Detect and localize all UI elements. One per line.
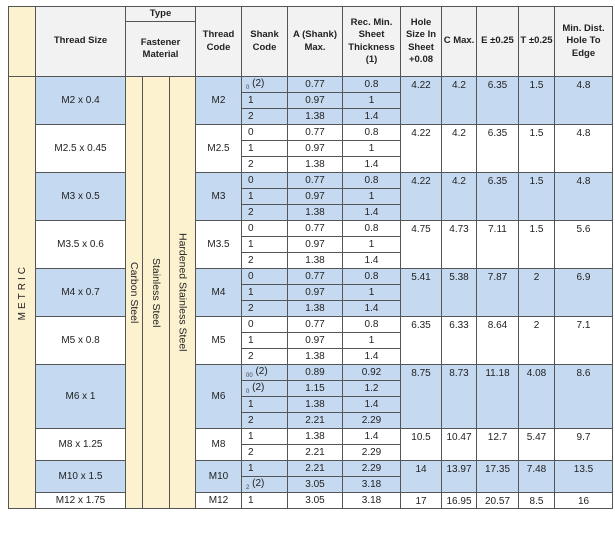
shank-code-cell [242, 157, 288, 173]
a-shank-cell: 1.38 [288, 157, 343, 173]
hole-cell: 14 [401, 461, 442, 493]
a-shank-cell: 2.21 [288, 413, 343, 429]
thread-size-cell: M10 x 1.5 [36, 461, 126, 493]
sheet-thickness-cell: 1 [343, 237, 401, 253]
sheet-thickness-cell: 1.4 [343, 157, 401, 173]
hole-cell: 10.5 [401, 429, 442, 461]
a-shank-cell: 0.97 [288, 93, 343, 109]
sheet-thickness-cell: 0.8 [343, 317, 401, 333]
sheet-thickness-cell: 1.4 [343, 253, 401, 269]
fastener-spec-table [8, 6, 613, 509]
shank-code-value: 1 [248, 399, 254, 410]
shank-code-value: 2 [248, 351, 254, 362]
t-cell: 5.47 [519, 429, 555, 461]
e-header: E ±0.25 [477, 7, 519, 77]
thread-size-cell: M6 x 1 [36, 365, 126, 429]
shank-code-value: 0 [248, 175, 254, 186]
shank-code-value: 2 [246, 485, 250, 491]
shank-code-value: 2 [248, 415, 254, 426]
shank-code-value: 2 [248, 447, 254, 458]
shank-code-value: 1 [248, 495, 254, 506]
thread-code-cell: M8 [196, 429, 242, 461]
sheet-thickness-cell: 1 [343, 333, 401, 349]
a-shank-cell: 1.38 [288, 301, 343, 317]
hardened-stainless-steel-label: Hardened Stainless Steel [176, 233, 189, 352]
thread-size-cell: M8 x 1.25 [36, 429, 126, 461]
a-shank-cell: 0.77 [288, 221, 343, 237]
min-dist-header: Min. Dist. Hole To Edge [555, 7, 613, 77]
c-cell: 4.2 [442, 77, 477, 125]
shank-code-cell [242, 253, 288, 269]
e-cell: 6.35 [477, 173, 519, 221]
shank-code-cell [242, 173, 288, 189]
sheet-thickness-cell: 1.4 [343, 429, 401, 445]
shank-code-value: 0 [248, 127, 254, 138]
sheet-thickness-cell: 2.29 [343, 461, 401, 477]
a-shank-cell: 1.38 [288, 109, 343, 125]
a-shank-cell: 1.38 [288, 429, 343, 445]
sheet-thickness-cell: 1 [343, 141, 401, 157]
shank-code-value: 1 [248, 335, 254, 346]
sheet-thickness-cell: 0.8 [343, 77, 401, 93]
shank-code-value: 1 [248, 95, 254, 106]
shank-code-value: 0 [246, 389, 250, 395]
a-shank-cell: 0.89 [288, 365, 343, 381]
shank-code-cell [242, 301, 288, 317]
dist-cell: 13.5 [555, 461, 613, 493]
hole-cell: 5.41 [401, 269, 442, 317]
hole-cell: 8.75 [401, 365, 442, 429]
e-cell: 17.35 [477, 461, 519, 493]
shank-code-value: 2 [248, 303, 254, 314]
e-cell: 6.35 [477, 77, 519, 125]
thread-size-cell: M2.5 x 0.45 [36, 125, 126, 173]
t-cell: 1.5 [519, 77, 555, 125]
sheet-thickness-cell: 1.4 [343, 109, 401, 125]
thread-code-cell: M3 [196, 173, 242, 221]
a-shank-cell: 0.77 [288, 77, 343, 93]
metric-side-label [9, 77, 36, 509]
c-max-header: C Max. [442, 7, 477, 77]
e-cell: 20.57 [477, 493, 519, 509]
shank-code-cell [242, 93, 288, 109]
shank-code-value: 1 [248, 287, 254, 298]
dist-cell: 4.8 [555, 77, 613, 125]
shank-code-value: 1 [248, 143, 254, 154]
dist-cell: 6.9 [555, 269, 613, 317]
shank-code-cell [242, 237, 288, 253]
shank-code-value: 1 [248, 239, 254, 250]
shank-code-cell [242, 285, 288, 301]
e-cell: 7.87 [477, 269, 519, 317]
shank-code-cell [242, 381, 288, 397]
dist-cell: 16 [555, 493, 613, 509]
material-stainless-steel [143, 77, 170, 509]
sheet-thickness-cell: 2.29 [343, 413, 401, 429]
shank-code-value: 2 [248, 111, 254, 122]
table-row [9, 461, 613, 477]
shank-note: (2) [252, 78, 265, 89]
thread-size-cell: M4 x 0.7 [36, 269, 126, 317]
shank-code-value: 1 [248, 463, 254, 474]
c-cell: 4.2 [442, 173, 477, 221]
dist-cell: 4.8 [555, 125, 613, 173]
t-header: T ±0.25 [519, 7, 555, 77]
shank-code-value: 2 [248, 159, 254, 170]
thread-code-cell: M10 [196, 461, 242, 493]
thread-size-cell: M5 x 0.8 [36, 317, 126, 365]
shank-note: (2) [252, 478, 265, 489]
dist-cell: 7.1 [555, 317, 613, 365]
thread-size-cell: M2 x 0.4 [36, 77, 126, 125]
sheet-thickness-cell: 1 [343, 189, 401, 205]
metric-label: METRIC [16, 264, 28, 321]
e-cell: 11.18 [477, 365, 519, 429]
stainless-steel-label: Stainless Steel [150, 257, 162, 328]
a-shank-cell: 0.97 [288, 237, 343, 253]
sheet-thickness-cell: 1.4 [343, 349, 401, 365]
fastener-material-header: Fastener Material [126, 22, 196, 77]
thread-code-cell: M2 [196, 77, 242, 125]
type-header: Type [126, 7, 196, 22]
dist-cell: 4.8 [555, 173, 613, 221]
table-row [9, 493, 613, 509]
sheet-thickness-cell: 0.8 [343, 125, 401, 141]
t-cell: 1.5 [519, 125, 555, 173]
sheet-thickness-cell: 1.2 [343, 381, 401, 397]
metric-header-cell [9, 7, 36, 77]
shank-code-cell [242, 77, 288, 93]
a-shank-cell: 1.38 [288, 253, 343, 269]
shank-code-value: 0 [248, 223, 254, 234]
thread-size-cell: M3 x 0.5 [36, 173, 126, 221]
table-row [9, 221, 613, 237]
shank-code-cell [242, 333, 288, 349]
e-cell: 12.7 [477, 429, 519, 461]
a-shank-cell: 0.97 [288, 189, 343, 205]
shank-code-cell [242, 125, 288, 141]
table-row [9, 429, 613, 445]
a-shank-cell: 0.97 [288, 285, 343, 301]
shank-code-value: 1 [248, 191, 254, 202]
t-cell: 1.5 [519, 221, 555, 269]
sheet-thickness-cell: 3.18 [343, 493, 401, 509]
shank-code-cell [242, 445, 288, 461]
c-cell: 8.73 [442, 365, 477, 429]
thread-size-cell: M3.5 x 0.6 [36, 221, 126, 269]
shank-code-value: 2 [248, 207, 254, 218]
shank-code-cell [242, 461, 288, 477]
a-shank-cell: 1.15 [288, 381, 343, 397]
a-shank-cell: 1.38 [288, 397, 343, 413]
shank-code-cell [242, 397, 288, 413]
sheet-thickness-cell: 0.8 [343, 269, 401, 285]
shank-code-header: Shank Code [242, 7, 288, 77]
material-carbon-steel [126, 77, 143, 509]
shank-code-cell [242, 429, 288, 445]
t-cell: 4.08 [519, 365, 555, 429]
hole-cell: 4.22 [401, 173, 442, 221]
hole-size-header: Hole Size In Sheet +0.08 [401, 7, 442, 77]
a-shank-cell: 1.38 [288, 205, 343, 221]
t-cell: 7.48 [519, 461, 555, 493]
dist-cell: 8.6 [555, 365, 613, 429]
a-shank-cell: 0.77 [288, 269, 343, 285]
dist-cell: 9.7 [555, 429, 613, 461]
shank-code-cell [242, 413, 288, 429]
c-cell: 13.97 [442, 461, 477, 493]
shank-code-value: 2 [248, 255, 254, 266]
hole-cell: 4.22 [401, 77, 442, 125]
table-row [9, 125, 613, 141]
sheet-thickness-cell: 1 [343, 93, 401, 109]
shank-note: (2) [252, 382, 265, 393]
sheet-thickness-cell: 1.4 [343, 397, 401, 413]
a-shank-cell: 0.97 [288, 333, 343, 349]
shank-code-value: 0 [248, 271, 254, 282]
a-shank-cell: 0.77 [288, 317, 343, 333]
hole-cell: 4.75 [401, 221, 442, 269]
a-shank-cell: 2.21 [288, 445, 343, 461]
table-row [9, 317, 613, 333]
shank-code-cell [242, 349, 288, 365]
a-shank-cell: 3.05 [288, 477, 343, 493]
t-cell: 1.5 [519, 173, 555, 221]
shank-code-cell [242, 317, 288, 333]
thread-size-header: Thread Size [36, 7, 126, 77]
a-shank-cell: 0.97 [288, 141, 343, 157]
table-row [9, 77, 613, 93]
hole-cell: 4.22 [401, 125, 442, 173]
hole-cell: 6.35 [401, 317, 442, 365]
shank-code-value: 0 [248, 319, 254, 330]
thread-code-header: Thread Code [196, 7, 242, 77]
t-cell: 2 [519, 317, 555, 365]
table-row [9, 173, 613, 189]
carbon-steel-label: Carbon Steel [128, 261, 140, 324]
e-cell: 8.64 [477, 317, 519, 365]
c-cell: 10.47 [442, 429, 477, 461]
thread-code-cell: M12 [196, 493, 242, 509]
a-shank-cell: 0.77 [288, 125, 343, 141]
shank-code-cell [242, 493, 288, 509]
shank-code-cell [242, 109, 288, 125]
c-cell: 4.2 [442, 125, 477, 173]
e-cell: 6.35 [477, 125, 519, 173]
thread-code-cell: M3.5 [196, 221, 242, 269]
sheet-thickness-cell: 1.4 [343, 301, 401, 317]
e-cell: 7.11 [477, 221, 519, 269]
sheet-thickness-cell: 0.92 [343, 365, 401, 381]
shank-code-cell [242, 365, 288, 381]
sheet-thickness-cell: 0.8 [343, 221, 401, 237]
t-cell: 2 [519, 269, 555, 317]
shank-code-cell [242, 269, 288, 285]
sheet-thickness-cell: 0.8 [343, 173, 401, 189]
sheet-thickness-cell: 1.4 [343, 205, 401, 221]
sheet-thickness-header: Rec. Min. Sheet Thickness (1) [343, 7, 401, 77]
sheet-thickness-cell: 2.29 [343, 445, 401, 461]
shank-code-value: 1 [248, 431, 254, 442]
thread-size-cell: M12 x 1.75 [36, 493, 126, 509]
shank-note: (2) [255, 366, 268, 377]
c-cell: 16.95 [442, 493, 477, 509]
thread-code-cell: M4 [196, 269, 242, 317]
shank-code-cell [242, 477, 288, 493]
shank-code-value: 00 [246, 373, 253, 379]
thread-code-cell: M6 [196, 365, 242, 429]
sheet-thickness-cell: 3.18 [343, 477, 401, 493]
shank-code-cell [242, 141, 288, 157]
table-row [9, 365, 613, 381]
a-shank-cell: 1.38 [288, 349, 343, 365]
c-cell: 5.38 [442, 269, 477, 317]
a-shank-cell: 3.05 [288, 493, 343, 509]
c-cell: 6.33 [442, 317, 477, 365]
dist-cell: 5.6 [555, 221, 613, 269]
shank-code-cell [242, 189, 288, 205]
hole-cell: 17 [401, 493, 442, 509]
a-shank-cell: 2.21 [288, 461, 343, 477]
table-row [9, 269, 613, 285]
t-cell: 8.5 [519, 493, 555, 509]
shank-code-cell [242, 205, 288, 221]
thread-code-cell: M5 [196, 317, 242, 365]
sheet-thickness-cell: 1 [343, 285, 401, 301]
a-shank-header: A (Shank) Max. [288, 7, 343, 77]
thread-code-cell: M2.5 [196, 125, 242, 173]
material-hardened-stainless-steel [170, 77, 196, 509]
shank-code-value: 0 [246, 85, 250, 91]
shank-code-cell [242, 221, 288, 237]
c-cell: 4.73 [442, 221, 477, 269]
a-shank-cell: 0.77 [288, 173, 343, 189]
